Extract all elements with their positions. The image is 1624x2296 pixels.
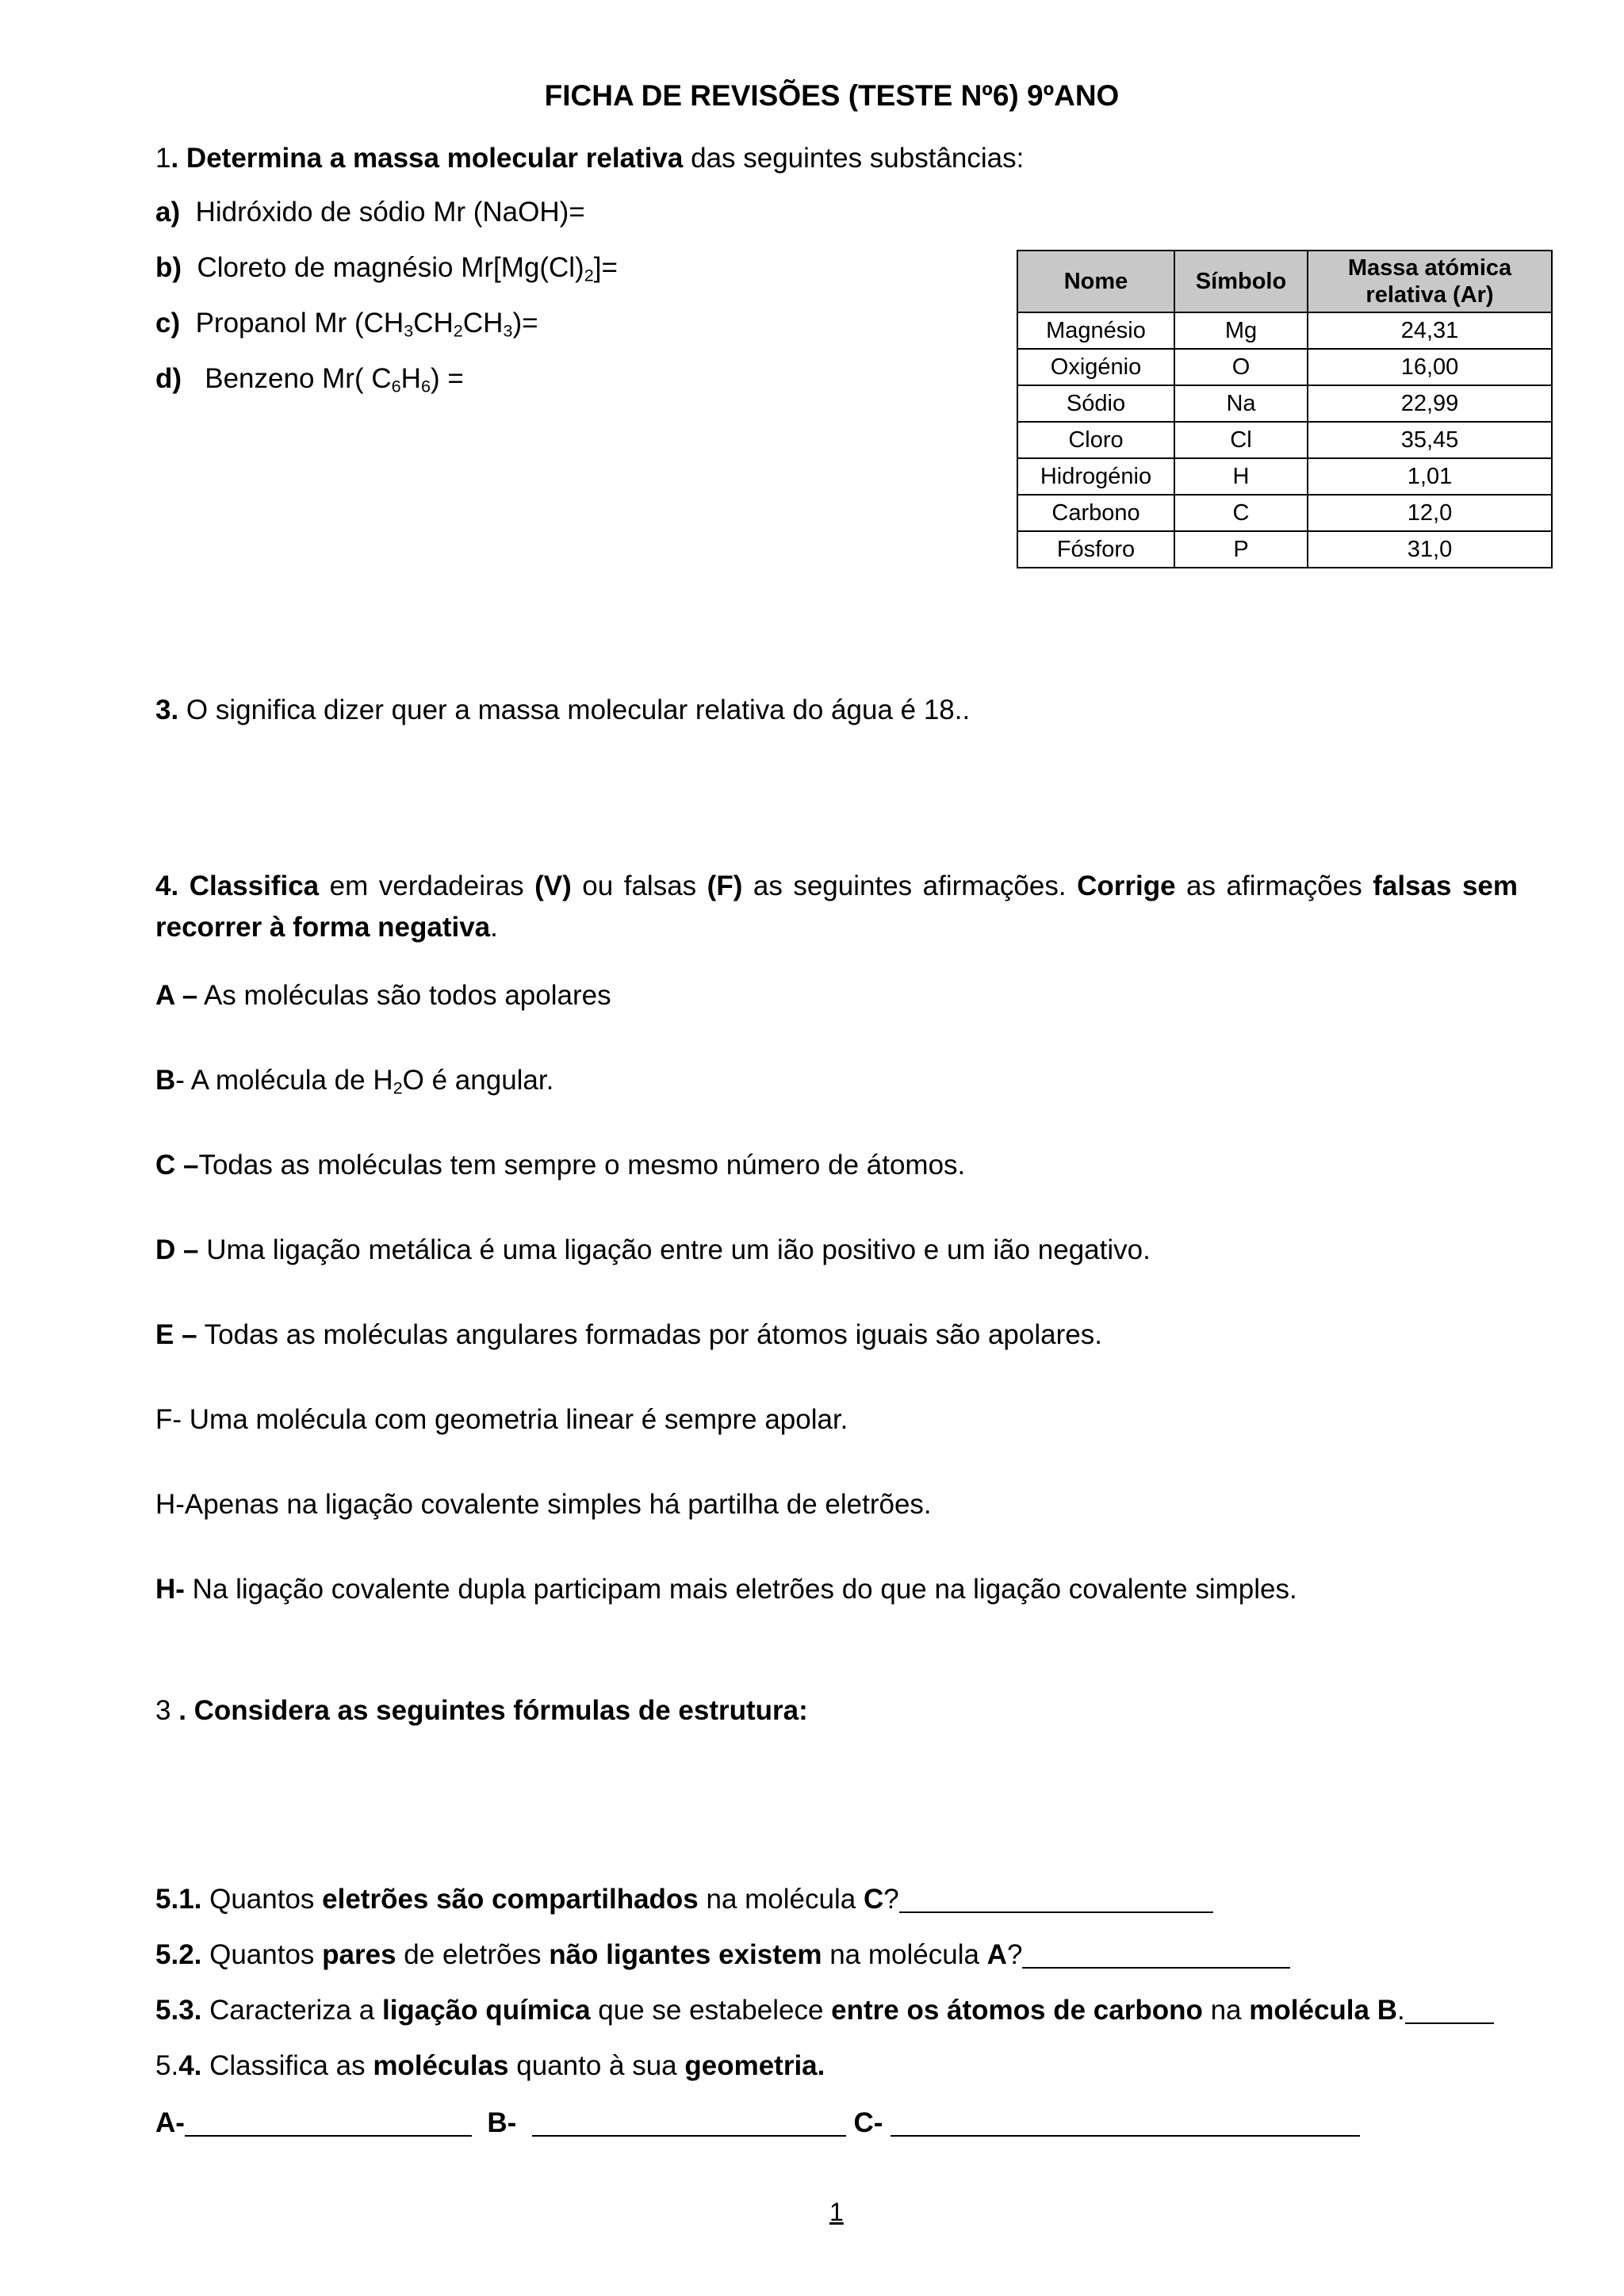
table-cell: 24,31	[1308, 312, 1552, 349]
question-5-1: 5.1. Quantos eletrões são compartilhados na molécula C?	[155, 1882, 1213, 1917]
table-header: Massa atómica relativa (Ar)	[1308, 251, 1552, 312]
question-5-4: 5.4. Classifica as moléculas quanto à sua geometria.	[155, 2050, 825, 2081]
statement-b: B- A molécula de $H_2O$ é angular.	[155, 1065, 554, 1098]
table-row	[1017, 458, 1552, 495]
answer-blank[interactable]	[1022, 1940, 1290, 1969]
table-cell: 16,00	[1308, 349, 1552, 385]
table-cell: Oxigénio	[1017, 349, 1174, 385]
atomic-mass-table	[1017, 250, 1553, 568]
question-3: 3. O significa dizer quer a massa molecular relativa do água é 18..	[155, 695, 971, 725]
table-cell: P	[1174, 531, 1308, 568]
answer-blank[interactable]	[1405, 1996, 1494, 2024]
statement-e: E – Todas as moléculas angulares formadas por átomos iguais são apolares.	[155, 1319, 1102, 1350]
table-cell: 1,01	[1308, 458, 1552, 495]
answer-a-blank[interactable]	[185, 2108, 472, 2137]
table-cell: Fósforo	[1017, 531, 1174, 568]
question-5-3: 5.3. Caracteriza a ligação química que se estabelece entre os átomos de carbono na molécula B.	[155, 1993, 1494, 2028]
answer-b-label: B-	[487, 2107, 517, 2138]
table-row	[1017, 385, 1552, 422]
page-number: 1	[829, 2198, 844, 2226]
table-cell: Cloro	[1017, 422, 1174, 458]
table-cell: Cl	[1174, 422, 1308, 458]
geometry-answers	[155, 2106, 1360, 2141]
table-cell: C	[1174, 495, 1308, 531]
answer-blank[interactable]	[899, 1885, 1213, 1913]
question-5-2: 5.2. Quantos pares de eletrões não ligantes existem na molécula A?	[155, 1938, 1290, 1973]
table-row	[1017, 422, 1552, 458]
table-row	[1017, 495, 1552, 531]
question-structures: 3 . Considera as seguintes fórmulas de estrutura:	[155, 1695, 808, 1726]
statement-a: A – As moléculas são todos apolares	[155, 980, 611, 1011]
table-cell: Hidrogénio	[1017, 458, 1174, 495]
statement-h1: H-Apenas na ligação covalente simples há partilha de eletrões.	[155, 1489, 932, 1520]
table-row	[1017, 349, 1552, 385]
table-cell: 22,99	[1308, 385, 1552, 422]
q1-item-d: d) Benzeno Mr( $C_6H_6$) =	[155, 363, 464, 396]
question-4: 4. Classifica em verdadeiras (V) ou falsas (F) as seguintes afirmações. Corrige as afirmações falsas sem recorrer à forma negativa.	[155, 871, 1518, 943]
table-cell: Carbono	[1017, 495, 1174, 531]
table-cell: 35,45	[1308, 422, 1552, 458]
statement-d: D – Uma ligação metálica é uma ligação entre um ião positivo e um ião negativo.	[155, 1234, 1151, 1265]
question-1: 1. Determina a massa molecular relativa das seguintes substâncias:	[155, 143, 1025, 174]
q1-item-b: b) Cloreto de magnésio $Mr[Mg(Cl)_2]=$	[155, 252, 618, 285]
q1-item-a: a) Hidróxido de sódio Mr (NaOH)=	[155, 197, 585, 228]
table-cell: Sódio	[1017, 385, 1174, 422]
table-header-row	[1017, 251, 1552, 312]
table-cell: H	[1174, 458, 1308, 495]
table-cell: O	[1174, 349, 1308, 385]
table-header: Nome	[1017, 251, 1174, 312]
answer-b-blank[interactable]	[532, 2108, 846, 2137]
answer-c-label: C-	[853, 2107, 883, 2138]
answer-a-label: A-	[155, 2107, 185, 2138]
q1-item-c: c) Propanol Mr $(CH_3CH_2CH_3)=$	[155, 308, 538, 341]
table-cell: Na	[1174, 385, 1308, 422]
table-cell: Mg	[1174, 312, 1308, 349]
statement-c: C –Todas as moléculas tem sempre o mesmo número de átomos.	[155, 1150, 966, 1181]
table-cell: Magnésio	[1017, 312, 1174, 349]
page-title: FICHA DE REVISÕES (TESTE Nº6) 9ºANO	[544, 79, 1120, 112]
statement-f: F- Uma molécula com geometria linear é sempre apolar.	[155, 1404, 848, 1435]
table-row	[1017, 312, 1552, 349]
table-header: Símbolo	[1174, 251, 1308, 312]
table-row	[1017, 531, 1552, 568]
statement-h2: H- Na ligação covalente dupla participam mais eletrões do que na ligação covalente simples.	[155, 1574, 1297, 1605]
table-cell: 12,0	[1308, 495, 1552, 531]
answer-c-blank[interactable]	[891, 2108, 1360, 2137]
table-cell: 31,0	[1308, 531, 1552, 568]
